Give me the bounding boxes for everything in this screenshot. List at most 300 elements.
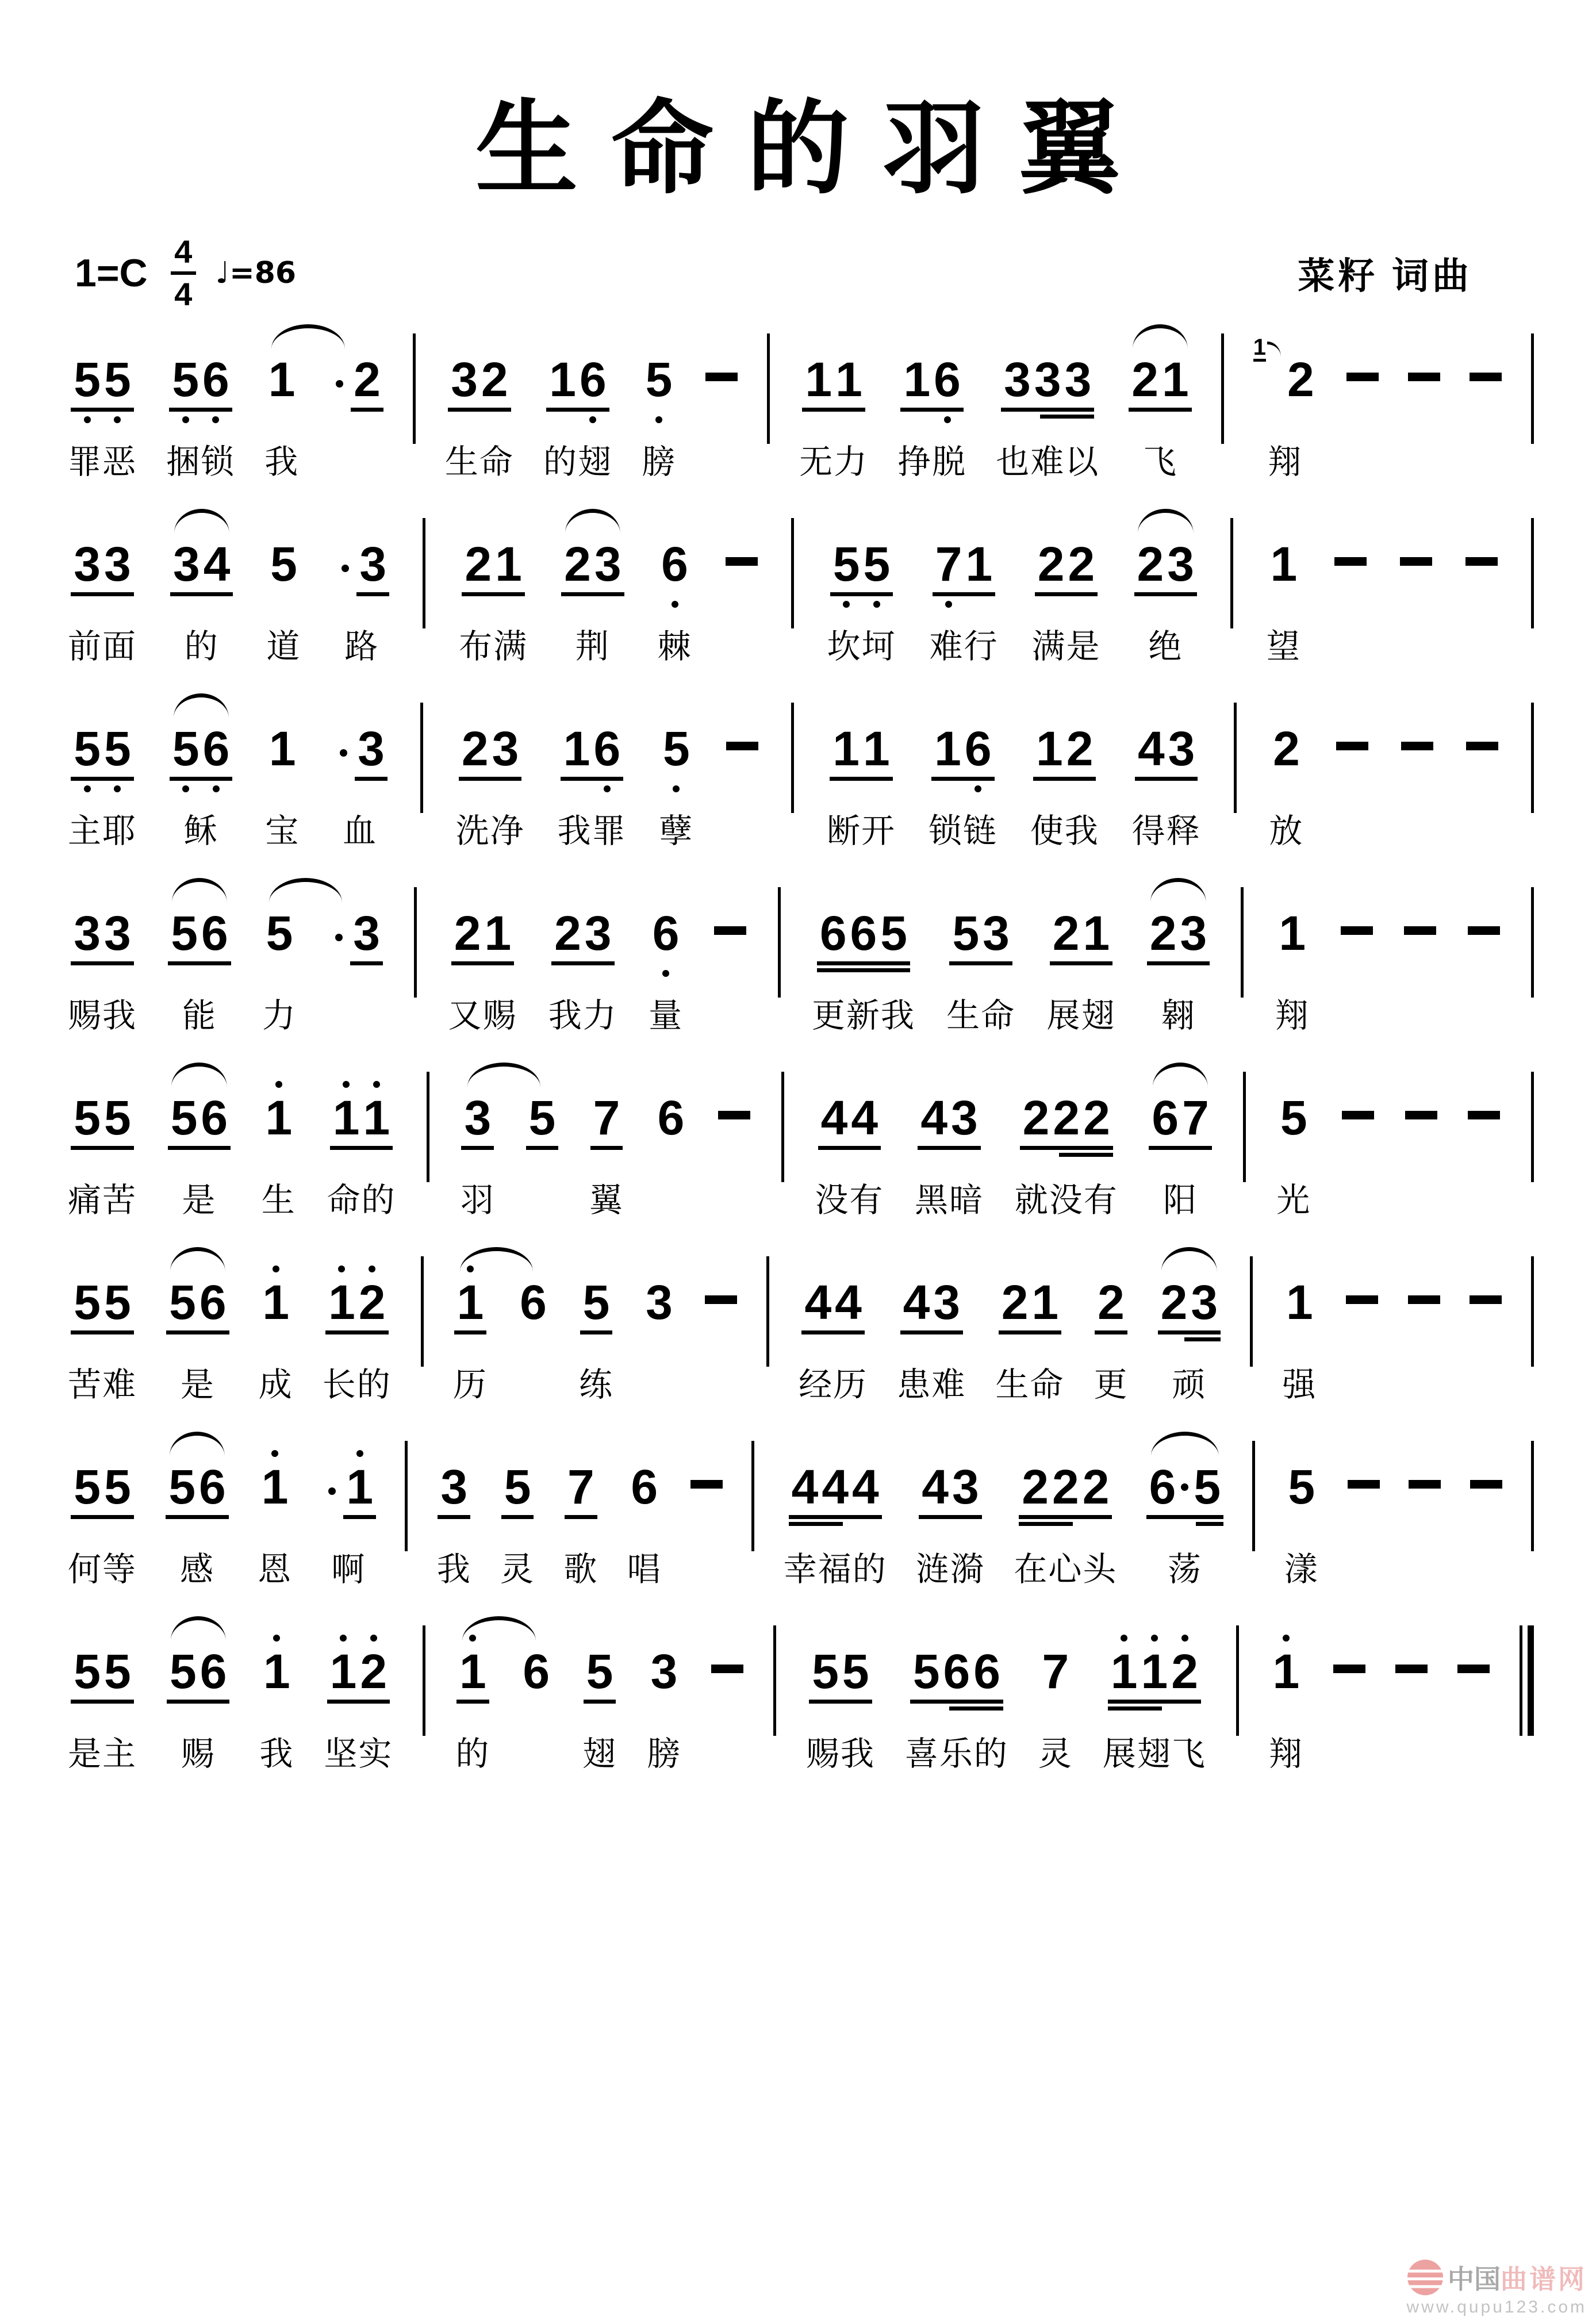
note-group-cell (1129, 319, 1191, 490)
barline-cell (1531, 688, 1534, 859)
note-digit: 3 (464, 1091, 492, 1145)
note-digit: 2 (357, 1278, 388, 1326)
lyric-text: 翱 (1161, 997, 1196, 1034)
beam-group (267, 537, 300, 596)
dash-cell (1404, 872, 1436, 1044)
note-group-cell (166, 1426, 228, 1597)
final-barline-thick (1528, 1625, 1534, 1736)
duration-dash (1408, 373, 1440, 381)
note-group-cell (1269, 1610, 1303, 1782)
lyric-text: 黑暗 (915, 1182, 984, 1219)
beam-group (1276, 906, 1309, 965)
duration-dash (1336, 742, 1368, 750)
tempo-marking: ♩=86 (215, 255, 297, 290)
note-group-cell (1030, 688, 1099, 859)
note-digit: 1 (344, 1463, 375, 1511)
note-group-cell (1146, 1426, 1223, 1597)
note-digit: 6 (199, 1275, 227, 1329)
beam-group (802, 352, 865, 412)
note-digit: 3 (1180, 906, 1207, 960)
note-group-cell (500, 1426, 535, 1597)
note-group-cell (445, 319, 514, 490)
note-digit: 3 (353, 906, 380, 960)
slur-arc (1153, 1063, 1208, 1087)
beam-group (166, 1460, 228, 1519)
lyric-text: 棘 (657, 628, 692, 665)
dash-cell (718, 1057, 750, 1228)
note-digit: 3 (74, 537, 101, 591)
beam-group (918, 1091, 980, 1150)
note-digit: 6 (592, 724, 622, 773)
note-digit: 2 (454, 906, 481, 960)
barline-cell (767, 319, 770, 490)
note-digit: 1 (260, 1278, 291, 1326)
beam-group (1146, 1460, 1223, 1519)
note-digit: 2 (1131, 352, 1158, 406)
note-digit: 3 (1167, 537, 1194, 591)
barline (791, 703, 794, 813)
beam-group (933, 537, 995, 596)
note-digit: 5 (102, 355, 133, 404)
note-group-cell (1134, 503, 1197, 674)
beam-group (660, 724, 693, 781)
note-digit: 6 (520, 1275, 547, 1329)
lyric-text: 孽 (659, 812, 694, 850)
lyric-text: 翔 (1268, 1735, 1303, 1773)
meta-row (0, 213, 1596, 312)
beam-group (451, 906, 514, 965)
note-group-cell (579, 1241, 613, 1413)
composer-credit: 菜籽 词曲 (1298, 255, 1472, 297)
note-digit: 6 (659, 540, 690, 588)
note-digit: 1 (903, 352, 931, 406)
note-digit: 6 (201, 906, 228, 960)
duration-dash (1346, 373, 1379, 381)
note-digit: 5 (74, 1275, 101, 1329)
duration-dash (1400, 557, 1432, 566)
song-title: 生命的羽翼 (475, 93, 1154, 206)
beam-group (330, 1091, 393, 1150)
note-group-cell (68, 1610, 137, 1782)
barline-cell (427, 1057, 429, 1228)
note-group-cell (262, 872, 297, 1044)
note-digit: 1 (1036, 722, 1063, 776)
barline-cell (1243, 1057, 1246, 1228)
note-group-cell (812, 872, 915, 1044)
note-digit: 7 (1182, 1091, 1209, 1145)
music-line (0, 872, 1596, 1057)
barline (1250, 1256, 1253, 1367)
note-group-cell (996, 319, 1099, 490)
note-digit: 3 (358, 722, 385, 776)
beam-group (517, 1275, 550, 1334)
lyric-text: 羽 (460, 1182, 495, 1219)
beam-group (170, 537, 233, 596)
lyric-text: 生命 (946, 997, 1016, 1034)
dash-cell (690, 1426, 723, 1597)
note-digit: 2 (1068, 537, 1095, 591)
duration-dash (1466, 742, 1498, 750)
note-digit: 2 (554, 906, 581, 960)
lyric-text: 翅 (582, 1735, 617, 1773)
note-digit: 6 (199, 1460, 226, 1514)
lyric-text: 啊 (331, 1551, 366, 1588)
lyric-text: 洗净 (455, 812, 525, 850)
duration-dash (1457, 1665, 1490, 1673)
lyric-text: 得释 (1131, 812, 1201, 850)
beam-group (168, 1091, 231, 1150)
slur-arc (1151, 1432, 1219, 1456)
note-digit: 1 (262, 1647, 292, 1696)
beam-group (655, 1091, 688, 1150)
dash-cell (714, 872, 746, 1044)
dash-cell (1342, 1057, 1374, 1228)
beam-group (259, 1275, 292, 1334)
note-digit: 2 (1098, 1275, 1125, 1329)
note-digit: 6 (1149, 1460, 1176, 1514)
barline-cell (1531, 1241, 1534, 1413)
lyric-text: 恩 (258, 1551, 293, 1588)
note-group-cell (930, 503, 999, 674)
note-group-cell (905, 1610, 1008, 1782)
beam-group (71, 1644, 133, 1704)
note-digit: 7 (1042, 1644, 1069, 1698)
note-group-cell (548, 872, 617, 1044)
dash-cell (705, 319, 738, 490)
barline (414, 887, 417, 998)
barline-cell (1531, 503, 1534, 674)
lyric-text: 我罪 (557, 812, 627, 850)
lyric-text: 主耶 (68, 812, 137, 850)
lyric-text: 捆锁 (166, 443, 236, 481)
barline-cell (1531, 319, 1534, 490)
note-group-cell (561, 503, 624, 674)
note-digit: 2 (1273, 722, 1300, 776)
note-digit: 1 (835, 352, 862, 406)
beam-group (260, 1644, 293, 1704)
barline (1236, 1625, 1239, 1736)
barline (405, 1441, 408, 1551)
double-beam (789, 1522, 843, 1526)
barline (781, 1072, 784, 1182)
note-digit: 5 (661, 724, 692, 773)
barline-cell (1252, 1426, 1255, 1597)
lyric-text: 苦难 (68, 1366, 137, 1403)
note-digit: 1 (260, 1463, 290, 1511)
lyric-text: 挣脱 (897, 443, 967, 481)
duration-dash (1342, 1111, 1374, 1119)
note-group-cell (68, 319, 137, 490)
beam-group (1020, 1091, 1113, 1150)
beam-group (565, 1460, 597, 1519)
barline (1531, 1072, 1534, 1182)
beam-group (584, 1644, 616, 1704)
lyric-text: 就没有 (1014, 1182, 1118, 1219)
music-line (0, 1241, 1596, 1426)
slur-arc (172, 878, 227, 903)
note-group-cell (1267, 503, 1301, 674)
beam-group (501, 1460, 534, 1519)
note-digit: 5 (644, 355, 674, 404)
lyric-text: 灵 (1038, 1735, 1073, 1773)
beam-group (259, 1460, 291, 1519)
lyric-text: 灵 (500, 1551, 535, 1588)
note-digit: 4 (903, 1275, 930, 1329)
lyric-text: 顽 (1172, 1366, 1207, 1403)
beam-group (168, 906, 231, 965)
barline (1221, 333, 1224, 444)
note-digit: 6 (819, 906, 847, 960)
note-group-cell (1284, 1426, 1319, 1597)
note-digit: 6 (963, 724, 993, 773)
note-digit: 4 (835, 1275, 862, 1329)
beam-group (71, 352, 133, 412)
note-group-cell (627, 1426, 662, 1597)
beam-group (1284, 352, 1317, 412)
note-digit: 3 (594, 537, 621, 591)
lyric-text: 难行 (929, 628, 999, 665)
lyric-text: 漾 (1284, 1551, 1319, 1588)
note-digit: 1 (458, 1647, 488, 1696)
note-digit: 4 (791, 1460, 819, 1514)
note-digit: 3 (983, 906, 1010, 960)
lyric-text: 的 (455, 1735, 490, 1773)
barline-cell (778, 872, 781, 1044)
dash-cell (1466, 688, 1498, 859)
barline-cell (421, 1241, 424, 1413)
beam-group (949, 906, 1012, 965)
lyric-text: 更新我 (811, 997, 915, 1034)
lyric-text: 使我 (1030, 812, 1099, 850)
note-digit: 1 (862, 722, 890, 776)
dash-cell (1341, 872, 1373, 1044)
note-group-cell (258, 1426, 292, 1597)
duration-dash (705, 373, 738, 381)
music-line (0, 1610, 1596, 1795)
watermark-url: www.qupu123.com (1406, 2298, 1587, 2317)
note-group-cell (323, 1241, 392, 1413)
barline-cell (773, 1610, 776, 1782)
lyric-text: 坚实 (324, 1735, 393, 1773)
watermark-site-pink: 曲谱网 (1501, 2264, 1587, 2294)
note-digit: 3 (173, 537, 200, 591)
barline (423, 518, 425, 628)
barline-cell (420, 688, 423, 859)
beam-group (561, 537, 624, 596)
dash-cell (1470, 1426, 1502, 1597)
note-digit: 6 (631, 1460, 658, 1514)
beam-group (1283, 1275, 1316, 1334)
beam-group (1001, 352, 1094, 412)
barline-cell (791, 503, 794, 674)
barline-cell (414, 872, 417, 1044)
beam-group (900, 1275, 963, 1334)
barline (423, 1625, 425, 1736)
duration-dash (726, 742, 758, 750)
lyric-text: 布满 (459, 628, 528, 665)
note-digit: 5 (528, 1091, 556, 1145)
beam-group (71, 537, 133, 596)
note-digit: 5 (169, 1644, 197, 1698)
note-digit: 6 (200, 1644, 227, 1698)
note-digit: 4 (822, 1460, 849, 1514)
note-group-cell (170, 688, 232, 859)
lyric-text: 生命 (444, 443, 514, 481)
barline-cell (405, 1426, 408, 1597)
double-beam (1184, 1337, 1221, 1341)
note-group-cell (265, 688, 300, 859)
beam-group (343, 1460, 376, 1519)
note-digit: 3 (492, 722, 519, 776)
beam-group (628, 1460, 661, 1519)
beam-group (650, 906, 682, 965)
note-digit: 6 (657, 1091, 685, 1145)
note-digit: 5 (504, 1460, 531, 1514)
dash-cell (1346, 319, 1379, 490)
music-line (0, 1057, 1596, 1241)
beam-group (1277, 1091, 1310, 1150)
note-digit: 1 (1270, 537, 1298, 591)
beam-group (456, 1644, 489, 1704)
note-group-cell (799, 1241, 868, 1413)
duration-dash (1341, 926, 1373, 935)
note-digit: 5 (1288, 1460, 1315, 1514)
note-group-cell (915, 1057, 984, 1228)
fraction-line (171, 271, 196, 275)
lyric-text: 又赐 (448, 997, 517, 1034)
note-group-cell (563, 1426, 598, 1597)
note-group-cell (166, 1241, 229, 1413)
note-group-cell (1276, 1057, 1311, 1228)
note-group-cell (167, 1610, 229, 1782)
note-group-cell (1038, 1610, 1073, 1782)
duration-dash (1468, 1111, 1500, 1119)
note-group-cell (543, 319, 612, 490)
barline-cell (1236, 1610, 1239, 1782)
slur-arc (173, 693, 228, 718)
note-group-cell (68, 688, 137, 859)
note-group-cell (166, 319, 235, 490)
note-group-cell (1149, 1057, 1211, 1228)
note-group-cell (1094, 1241, 1129, 1413)
note-digit: 6 (973, 1644, 1000, 1698)
barline-cell (1234, 688, 1237, 859)
lyric-text: 翔 (1275, 997, 1310, 1034)
lyric-text: 稣 (183, 812, 218, 850)
note-digit: 3 (1034, 352, 1061, 406)
barline (1531, 887, 1534, 998)
note-group-cell (334, 503, 389, 674)
barline (1230, 518, 1233, 628)
note-digit: 3 (359, 537, 387, 591)
beam-group (1108, 1644, 1201, 1704)
note-digit: 4 (203, 537, 231, 591)
beam-group (327, 1644, 390, 1704)
duration-dash (1465, 557, 1498, 566)
lyric-text: 何等 (68, 1551, 137, 1588)
lyric-text: 感 (180, 1551, 215, 1588)
barline (1234, 703, 1237, 813)
barline-cell (1221, 319, 1224, 490)
note-digit: 3 (650, 1644, 678, 1698)
note-group-cell (1032, 503, 1101, 674)
lyric-text: 也难以 (996, 443, 1100, 481)
note-digit: 1 (805, 352, 832, 406)
lyric-text: 量 (649, 997, 684, 1034)
lyric-text: 放 (1269, 812, 1304, 850)
beam-group (448, 352, 511, 412)
note-group-cell (806, 1610, 875, 1782)
note-digit: 5 (74, 1644, 101, 1698)
beam-group (1268, 537, 1300, 596)
note-digit: 5 (1194, 1460, 1221, 1514)
note-group-cell (815, 1057, 884, 1228)
lyric-text: 生命 (995, 1366, 1065, 1403)
beam-group (830, 537, 893, 596)
beam-group (459, 724, 521, 781)
beam-group (931, 724, 994, 781)
note-digit: 6 (850, 906, 877, 960)
barline (1252, 1441, 1255, 1551)
lyric-text: 宝 (265, 812, 300, 850)
note-group-cell (332, 688, 388, 859)
note-group-cell (784, 1426, 887, 1597)
duration-dash (1346, 1295, 1378, 1304)
lyric-text: 坎坷 (827, 628, 896, 665)
slur-arc (174, 509, 229, 534)
note-digit: 6 (578, 355, 608, 404)
note-group-cell (1046, 872, 1115, 1044)
beam-group (166, 1275, 229, 1334)
note-group-cell (659, 688, 693, 859)
lyric-text: 荡 (1167, 1551, 1202, 1588)
duration-dash (1401, 742, 1433, 750)
dot-after-note (342, 565, 349, 572)
note-digit: 3 (1004, 352, 1031, 406)
lyric-text: 长的 (322, 1366, 392, 1403)
music-line (0, 319, 1596, 503)
lyric-text: 痛苦 (68, 1182, 137, 1219)
note-digit: 5 (1280, 1091, 1307, 1145)
lyric-text: 翔 (1268, 443, 1303, 481)
beam-group (1147, 906, 1210, 965)
beam-group (167, 1644, 229, 1704)
note-digit: 4 (804, 1275, 832, 1329)
note-digit: 5 (952, 906, 980, 960)
slur-arc (1161, 1247, 1217, 1272)
note-digit: 5 (72, 355, 102, 404)
beam-group (520, 1644, 553, 1704)
lyric-text: 断开 (826, 812, 896, 850)
lyric-text: 我 (264, 443, 300, 481)
note-digit: 3 (104, 906, 131, 960)
barline (1531, 1441, 1534, 1551)
note-digit: 3 (952, 1460, 979, 1514)
note-digit: 3 (74, 906, 101, 960)
qupu-logo-icon (1407, 2260, 1443, 2295)
barline-cell (766, 1241, 769, 1413)
beam-group (325, 1275, 388, 1334)
dash-cell (711, 1610, 743, 1782)
beam-group (1269, 1644, 1302, 1704)
duration-dash (1409, 1480, 1441, 1489)
note-group-cell (1014, 1426, 1117, 1597)
lyric-text: 患难 (897, 1366, 966, 1403)
note-digit: 5 (880, 906, 907, 960)
lyric-text: 涟漪 (916, 1551, 985, 1588)
slur-arc (171, 1616, 226, 1641)
lyric-text: 展翅 (1046, 997, 1116, 1034)
